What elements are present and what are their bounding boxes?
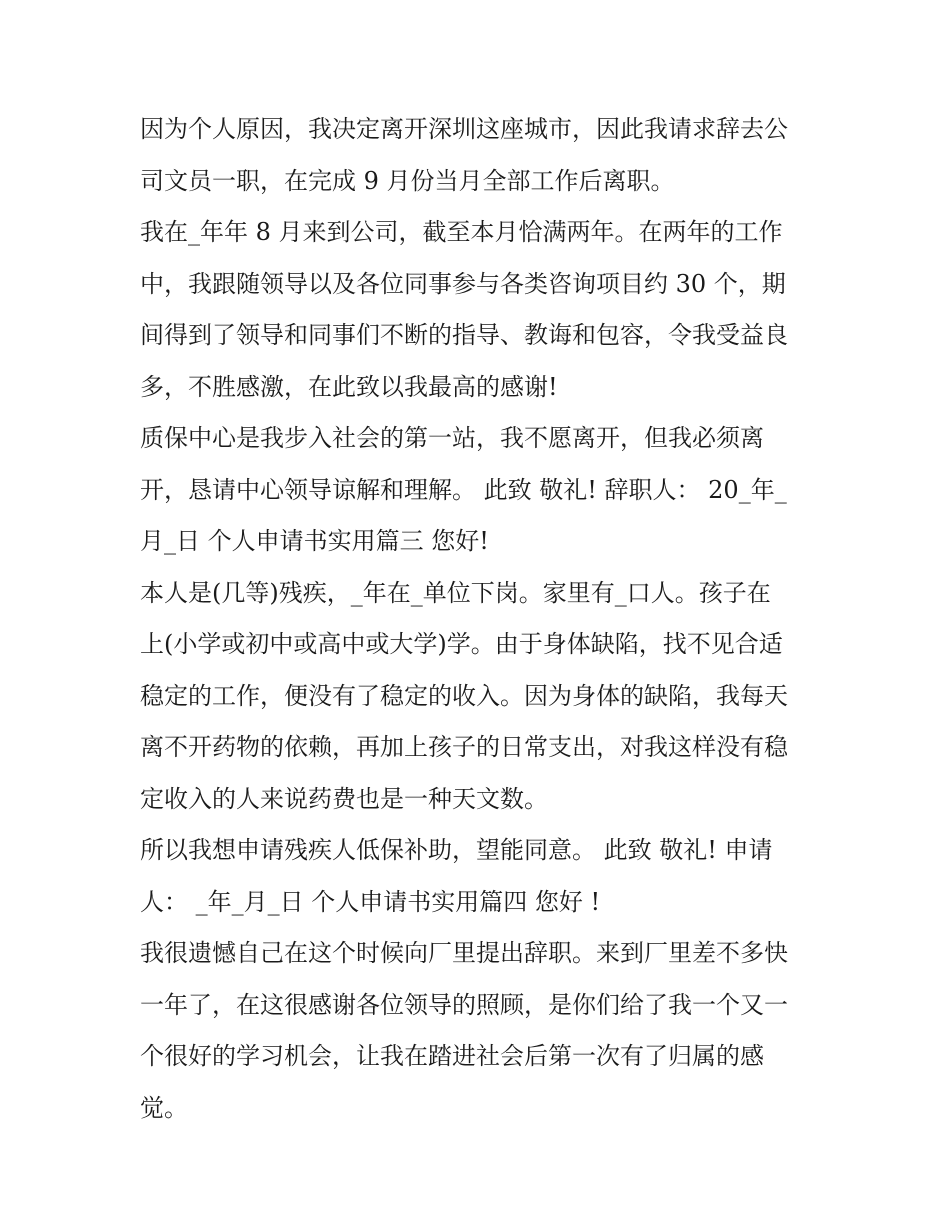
text-line: 我很遗憾自己在这个时候向厂里提出辞职。来到厂里差不多快 [140, 939, 788, 967]
text-line: 人： _年_月_日 个人申请书实用篇四 您好 ! [140, 887, 601, 916]
text-line: 开，恳请中心领导谅解和理解。 此致 敬礼! 辞职人： 20_年_ [140, 475, 787, 504]
text-line: 本人是(几等)残疾，_年在_单位下岗。家里有_口人。孩子在 [140, 578, 771, 607]
text-line: 上(小学或初中或高中或大学)学。由于身体缺陷，找不见合适 [140, 630, 783, 658]
document-body [140, 104, 820, 1134]
text-line: 司文员一职，在完成 9 月份当月全部工作后离职。 [140, 166, 675, 195]
text-line: 觉。 [140, 1093, 188, 1122]
text-line: 质保中心是我步入社会的第一站，我不愿离开，但我必须离 [140, 424, 764, 452]
text-line: 中，我跟随领导以及各位同事参与各类咨询项目约 30 个，期 [140, 269, 786, 298]
text-line: 定收入的人来说药费也是一种天文数。 [140, 784, 548, 813]
text-line: 间得到了领导和同事们不断的指导、教诲和包容，令我受益良 [140, 321, 788, 349]
text-line: 多，不胜感激，在此致以我最高的感谢! [140, 372, 558, 401]
text-line: 因为个人原因，我决定离开深圳这座城市，因此我请求辞去公 [140, 115, 788, 143]
text-line: 一年了，在这很感谢各位领导的照顾，是你们给了我一个又一 [140, 990, 788, 1019]
text-line: 离不开药物的依赖，再加上孩子的日常支出，对我这样没有稳 [140, 733, 788, 761]
text-line: 个很好的学习机会，让我在踏进社会后第一次有了归属的感 [140, 1042, 764, 1070]
text-line: 所以我想申请残疾人低保补助，望能同意。 此致 敬礼! 申请 [140, 836, 773, 864]
text-line: 稳定的工作，便没有了稳定的收入。因为身体的缺陷，我每天 [140, 681, 788, 710]
text-line: 我在_年年 8 月来到公司，截至本月恰满两年。在两年的工作 [140, 218, 783, 246]
text-line: 月_日 个人申请书实用篇三 您好! [140, 527, 489, 555]
